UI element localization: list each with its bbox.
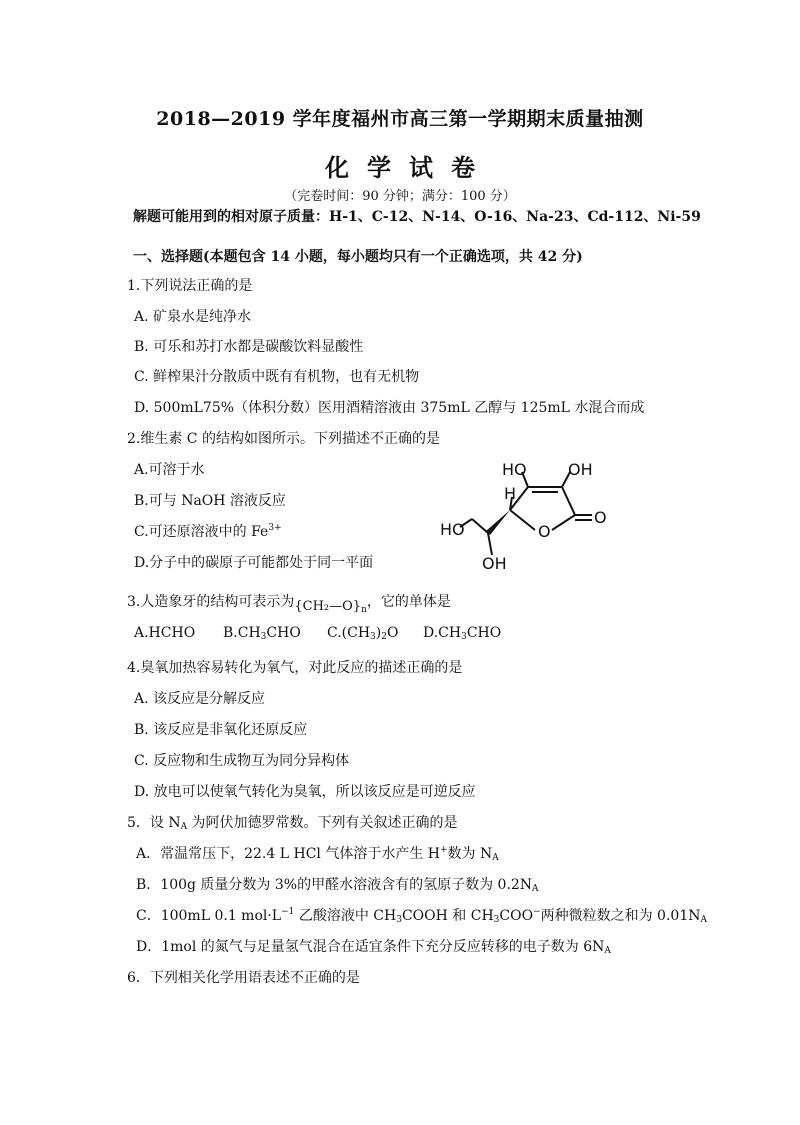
q1-option-b: B. 可乐和苏打水都是碳酸饮料显酸性 [134, 339, 364, 355]
vitamin-c-structure [440, 455, 630, 575]
polymer-formula: $\{CH_2—O\}_n$ [294, 599, 367, 615]
exam-timing: （完卷时间：90 分钟；满分：100 分） [284, 189, 516, 204]
section-heading: 一、选择题(本题包含 14 小题，每小题均只有一个正确选项，共 42 分) [133, 249, 583, 265]
q2-stem: 2.维生素 C 的结构如图所示。下列描述不正确的是 [127, 431, 440, 447]
q3-option-a: A.HCHO [134, 625, 196, 641]
q2-option-b: B.可与 NaOH 溶液反应 [134, 493, 286, 509]
q5-stem: 5．设 $N_A$ 为阿伏加德罗常数。下列有关叙述正确的是 [127, 815, 458, 832]
subject-title: 化学试卷 [325, 153, 493, 182]
q4-option-a: A. 该反应是分解反应 [134, 691, 266, 707]
q5-option-b: B．100g 质量分数为 3%的甲醛水溶液含有的氢原子数为 $0.2N_A$ [136, 877, 539, 894]
q5-option-c: C．100mL 0.1 $mol\cdot L^{-1}$ 乙酸溶液中 $CH_3COOH$ 和 $CH_3COO^-$两种微粒数之和为 $0.01N_A$ [136, 907, 707, 925]
q3-option-b: $B.CH_3CHO$ [223, 625, 301, 642]
h-label: H [504, 484, 517, 503]
exam-title: 2018—2019 学年度福州市高三第一学期期末质量抽测 [156, 108, 644, 130]
carbonyl-o-label: O [594, 508, 607, 527]
q4-option-d: D. 放电可以使氧气转化为臭氧，所以该反应是可逆反应 [134, 784, 476, 800]
q3-option-c: $C.(CH_3)_2O$ [327, 625, 399, 642]
q3-option-d: $D.CH_3CHO$ [423, 625, 502, 642]
oh-top-right-label: OH [568, 460, 593, 479]
oh-left-label: HO [440, 520, 465, 539]
q4-option-b: B. 该反应是非氧化还原反应 [134, 722, 308, 738]
q4-option-c: C. 反应物和生成物互为同分异构体 [134, 753, 350, 769]
atomic-masses: 解题可能用到的相对原子质量：H-1、C-12、N-14、O-16、Na-23、Cd-112、Ni-59 [133, 209, 701, 225]
q2-option-d: D.分子中的碳原子可能都处于同一平面 [134, 555, 374, 571]
oh-bottom-label: OH [482, 554, 507, 573]
q4-stem: 4.臭氧加热容易转化为氧气，对此反应的描述正确的是 [127, 660, 463, 676]
q5-option-d: D．1mol 的氮气与足量氢气混合在适宜条件下充分反应转移的电子数为 $6N_A$ [136, 939, 611, 956]
q3-stem: 3.人造象牙的结构可表示为$\{CH_2—O\}_n$，它的单体是 [127, 594, 451, 615]
q1-stem: 1.下列说法正确的是 [127, 278, 253, 294]
q2-option-a: A.可溶于水 [134, 462, 205, 478]
q6-stem: 6．下列相关化学用语表述不正确的是 [127, 970, 360, 986]
ring-o-label: O [538, 522, 551, 541]
q1-option-c: C. 鲜榨果汁分散质中既有有机物，也有无机物 [134, 369, 420, 385]
q2-option-c: C.可还原溶液中的 $Fe^{3+}$ [134, 523, 282, 540]
q1-option-d: D. 500mL75%（体积分数）医用酒精溶液由 375mL 乙醇与 125mL 水混合而成 [134, 400, 645, 416]
q1-option-a: A. 矿泉水是纯净水 [134, 309, 252, 325]
oh-top-left-label: HO [502, 460, 527, 479]
q5-option-a: A．常温常压下，22.4 L HCl 气体溶于水产生 H+数为 $N_A$ [136, 845, 499, 863]
